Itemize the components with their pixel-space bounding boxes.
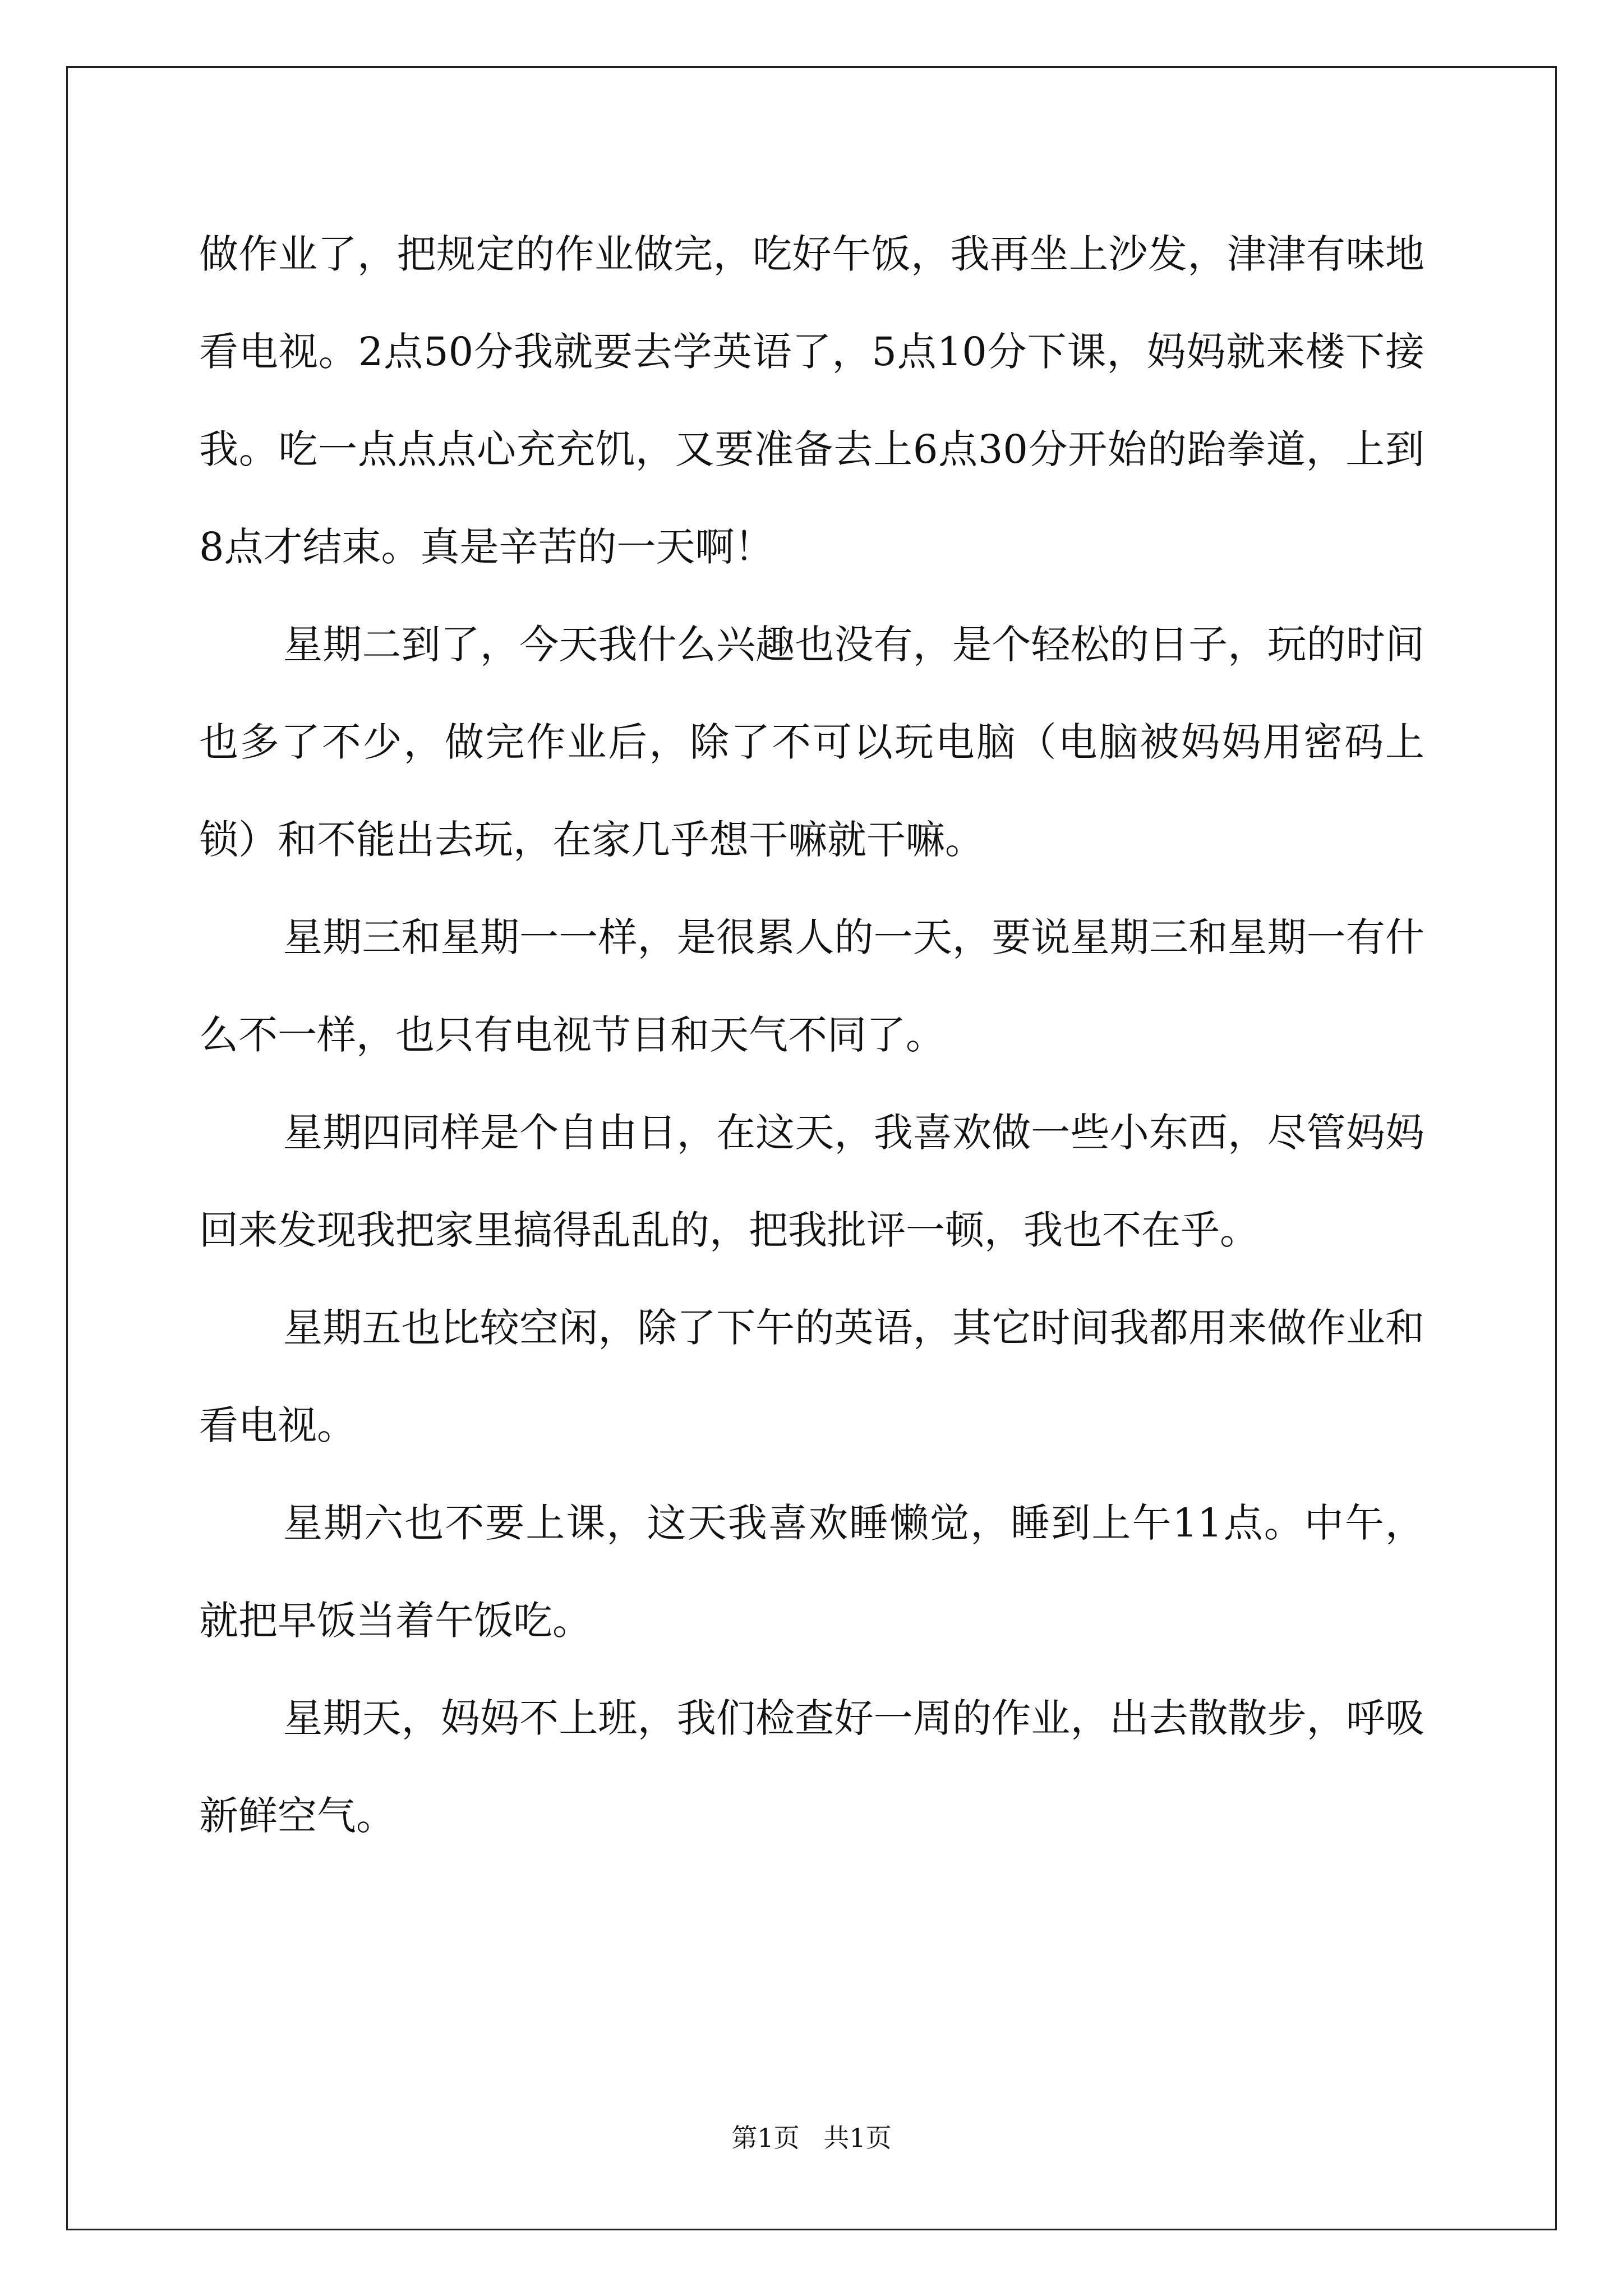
document-body [199,205,1424,1865]
paragraph-1: 做作业了，把规定的作业做完，吃好午饭，我再坐上沙发，津津有味地看电视。2点50分我就要去学英语了，5点10分下课，妈妈就来楼下接我。吃一点点点心充充饥，又要准备去上6点30分开始的跆拳道，上到8点才结束。真是辛苦的一天啊！ [199,231,1424,570]
paragraph-6: 星期六也不要上课，这天我喜欢睡懒觉，睡到上午11点。中午，就把早饭当着午饭吃。 [199,1500,1424,1644]
paragraph-2: 星期二到了，今天我什么兴趣也没有，是个轻松的日子，玩的时间也多了不少，做完作业后，除了不可以玩电脑（电脑被妈妈用密码上锁）和不能出去玩，在家几乎想干嘛就干嘛。 [199,622,1424,863]
paragraph-7: 星期天，妈妈不上班，我们检查好一周的作业，出去散散步，呼吸新鲜空气。 [199,1695,1424,1839]
paragraph-5: 星期五也比较空闲，除了下午的英语，其它时间我都用来做作业和看电视。 [199,1305,1424,1448]
page-total: 共1页 [823,2123,892,2153]
page-footer [0,2121,1623,2155]
paragraph-3: 星期三和星期一一样，是很累人的一天，要说星期三和星期一有什么不一样，也只有电视节目和天气不同了。 [199,914,1424,1058]
page-number: 第1页 [731,2123,800,2153]
paragraph-4: 星期四同样是个自由日，在这天，我喜欢做一些小东西，尽管妈妈回来发现我把家里搞得乱乱的，把我批评一顿，我也不在乎。 [199,1110,1424,1253]
